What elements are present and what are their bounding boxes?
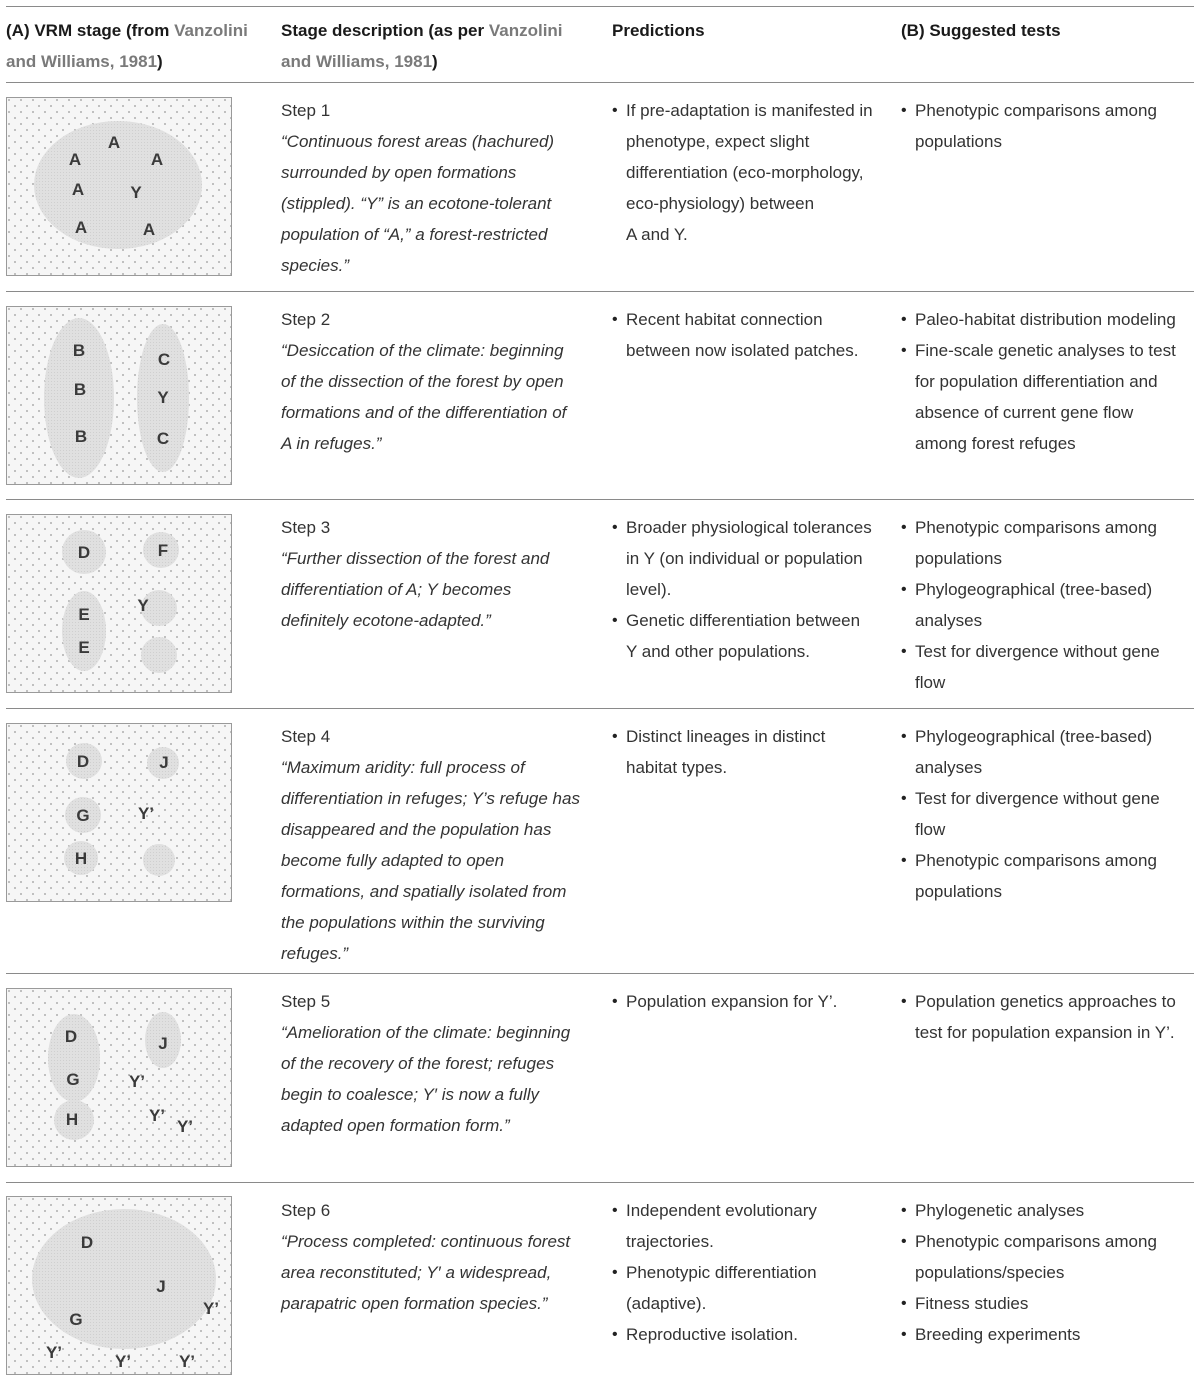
test-item: • Phenotypic comparisons among populations	[901, 845, 1191, 907]
test-item: • Phenotypic comparisons among populations	[901, 95, 1191, 157]
quote-line: adapted open formation form.”	[281, 1116, 510, 1135]
quote-line: definitely ecotone-adapted.”	[281, 611, 491, 630]
step-label: Step 5	[281, 992, 331, 1011]
quote-line: disappeared and the population has	[281, 820, 552, 839]
stage-description-step-2	[281, 304, 601, 459]
test-item: • Phylogenetic analyses	[901, 1195, 1191, 1226]
row-rule-4	[6, 973, 1194, 974]
test-item: • Phenotypic comparisons among populations	[901, 512, 1191, 574]
population-label: C	[157, 350, 171, 369]
prediction-item: • Independent evolutionary trajectories.	[612, 1195, 892, 1257]
suggested-tests-step-1	[901, 95, 1191, 157]
stage-description-step-1	[281, 95, 601, 281]
population-label: D	[76, 752, 90, 771]
population-label: A	[74, 218, 88, 237]
header-reference-link[interactable]: Vanzolini	[488, 21, 563, 40]
quote-line: of the dissection of the forest by open	[281, 372, 564, 391]
population-label: Y’	[176, 1117, 194, 1136]
step-label: Step 3	[281, 518, 331, 537]
test-item: • Breeding experiments	[901, 1319, 1191, 1350]
quote-line: differentiation in refuges; Y’s refuge has	[281, 789, 580, 808]
test-item: • Test for divergence without gene flow	[901, 783, 1191, 845]
population-label: Y’	[137, 804, 155, 823]
prediction-item: • Broader physiological tolerances in Y (on individual or population level).	[612, 512, 892, 605]
population-label: B	[72, 341, 86, 360]
quote-line: area reconstituted; Y′ a widespread,	[281, 1263, 552, 1282]
quote-line: (stippled). “Y” is an ecotone-tolerant	[281, 194, 552, 213]
predictions-step-1	[612, 95, 892, 250]
open-formation-area	[7, 515, 232, 693]
suggested-tests-step-2	[901, 304, 1191, 459]
stage-description-step-5	[281, 986, 601, 1141]
population-label: D	[80, 1233, 94, 1252]
population-label: H	[65, 1110, 79, 1129]
step-label: Step 1	[281, 101, 331, 120]
test-item: • Phylogeographical (tree-based) analyses	[901, 721, 1191, 783]
row-rule-1	[6, 291, 1194, 292]
population-label: Y	[130, 183, 142, 202]
stage-description-step-3	[281, 512, 601, 636]
table-top-rule	[6, 6, 1194, 7]
open-formation-area	[7, 989, 232, 1167]
prediction-item: • Genetic differentiation between Y and other populations.	[612, 605, 892, 667]
population-label: Y	[137, 596, 149, 615]
population-label: A	[142, 220, 156, 239]
open-formation-area	[7, 724, 232, 902]
test-item: • Population genetics approaches to test for population expansion in Y’.	[901, 986, 1191, 1048]
quote-line: the populations within the surviving	[281, 913, 545, 932]
quote-line: formations, and spatially isolated from	[281, 882, 567, 901]
suggested-tests-step-6	[901, 1195, 1191, 1350]
forest-refuge	[143, 844, 175, 876]
quote-line: A in refuges.”	[281, 434, 382, 453]
prediction-item: • Phenotypic differentiation (adaptive).	[612, 1257, 892, 1319]
population-label: A	[71, 180, 85, 199]
quote-line: refuges.”	[281, 944, 349, 963]
predictions-step-5	[612, 986, 892, 1017]
quote-line: of the recovery of the forest; refuges	[281, 1054, 555, 1073]
row-rule-2	[6, 499, 1194, 500]
population-label: Y’	[45, 1343, 63, 1362]
population-label: A	[68, 150, 82, 169]
header-col-suggested-tests: (B) Suggested tests	[901, 21, 1061, 40]
population-label: E	[78, 638, 90, 657]
prediction-item: • Reproductive isolation.	[612, 1319, 892, 1350]
population-label: J	[158, 1034, 168, 1053]
forest-refuge	[141, 637, 177, 673]
suggested-tests-step-5	[901, 986, 1191, 1048]
quote-line: “Continuous forest areas (hachured)	[281, 132, 555, 151]
population-label: A	[107, 133, 121, 152]
header-reference-link[interactable]: Vanzolini	[174, 21, 248, 40]
quote-line: population of “A,” a forest-restricted	[281, 225, 548, 244]
prediction-item: • If pre-adaptation is manifested in phenotype, expect slight differentiation (eco-morphology, eco-physiology) between A and Y.	[612, 95, 892, 250]
population-label: D	[77, 543, 91, 562]
population-label: Y	[157, 388, 169, 407]
test-item: • Phenotypic comparisons among populations/species	[901, 1226, 1191, 1288]
quote-line: surrounded by open formations	[281, 163, 517, 182]
population-label: G	[66, 1070, 80, 1089]
population-label: J	[159, 753, 169, 772]
population-label: B	[74, 427, 88, 446]
population-label: Y’	[178, 1352, 196, 1371]
prediction-item: • Recent habitat connection between now isolated patches.	[612, 304, 892, 366]
population-label: F	[157, 541, 169, 560]
population-label: B	[73, 380, 87, 399]
step-label: Step 4	[281, 727, 331, 746]
quote-line: parapatric open formation species.”	[281, 1294, 548, 1313]
population-label: H	[74, 849, 88, 868]
population-label: A	[150, 150, 164, 169]
quote-line: “Maximum aridity: full process of	[281, 758, 525, 777]
population-label: Y’	[148, 1106, 166, 1125]
diagram-step-6	[6, 1196, 232, 1375]
header-col-predictions: Predictions	[612, 21, 705, 40]
prediction-item: • Distinct lineages in distinct habitat types.	[612, 721, 892, 783]
test-item: • Fine-scale genetic analyses to test for population differentiation and absence of current gene flow among forest refuges	[901, 335, 1191, 459]
population-label: G	[76, 806, 90, 825]
quote-line: become fully adapted to open	[281, 851, 505, 870]
forest-refuge	[62, 591, 106, 671]
predictions-step-4	[612, 721, 892, 783]
quote-line: “Further dissection of the forest and	[281, 549, 550, 568]
diagram-step-5	[6, 988, 232, 1167]
population-label: D	[64, 1027, 78, 1046]
test-item: • Test for divergence without gene flow	[901, 636, 1191, 698]
step-label: Step 6	[281, 1201, 331, 1220]
suggested-tests-step-3	[901, 512, 1191, 698]
suggested-tests-step-4	[901, 721, 1191, 907]
stage-description-step-6	[281, 1195, 601, 1319]
test-item: • Phylogeographical (tree-based) analyses	[901, 574, 1191, 636]
row-rule-5	[6, 1182, 1194, 1183]
quote-line: differentiation of A; Y becomes	[281, 580, 512, 599]
quote-line: formations and of the differentiation of	[281, 403, 567, 422]
prediction-item: • Population expansion for Y’.	[612, 986, 892, 1017]
test-item: • Fitness studies	[901, 1288, 1191, 1319]
predictions-step-3	[612, 512, 892, 667]
population-label: Y’	[114, 1352, 132, 1371]
forest-area	[32, 1209, 216, 1349]
quote-line: begin to coalesce; Y′ is now a fully	[281, 1085, 540, 1104]
step-label: Step 2	[281, 310, 331, 329]
quote-line: species.”	[281, 256, 350, 275]
quote-line: “Process completed: continuous forest	[281, 1232, 571, 1251]
header-col-vrm-stage: (A) VRM stage (from Vanzolini and Williams, 1981)	[6, 21, 248, 71]
population-label: Y’	[128, 1072, 146, 1091]
diagram-step-2	[6, 306, 232, 485]
quote-line: “Desiccation of the climate: beginning	[281, 341, 564, 360]
header-reference-link[interactable]: and Williams, 1981	[281, 52, 433, 71]
header-col-stage-description: Stage description (as per Vanzolini and Williams, 1981)	[281, 21, 563, 71]
quote-line: “Amelioration of the climate: beginning	[281, 1023, 571, 1042]
population-label: J	[156, 1277, 166, 1296]
open-formation-area	[7, 307, 232, 485]
population-label: E	[78, 605, 90, 624]
population-label: C	[156, 429, 170, 448]
predictions-step-6	[612, 1195, 892, 1350]
predictions-step-2	[612, 304, 892, 366]
diagram-step-3	[6, 514, 232, 693]
header-reference-link[interactable]: and Williams, 1981	[6, 52, 158, 71]
diagram-step-1	[6, 97, 232, 276]
header-rule	[6, 82, 1194, 83]
row-rule-3	[6, 708, 1194, 709]
stage-description-step-4	[281, 721, 601, 969]
test-item: • Paleo-habitat distribution modeling	[901, 304, 1191, 335]
population-label: G	[69, 1310, 83, 1329]
diagram-step-4	[6, 723, 232, 902]
population-label: Y’	[202, 1299, 220, 1318]
